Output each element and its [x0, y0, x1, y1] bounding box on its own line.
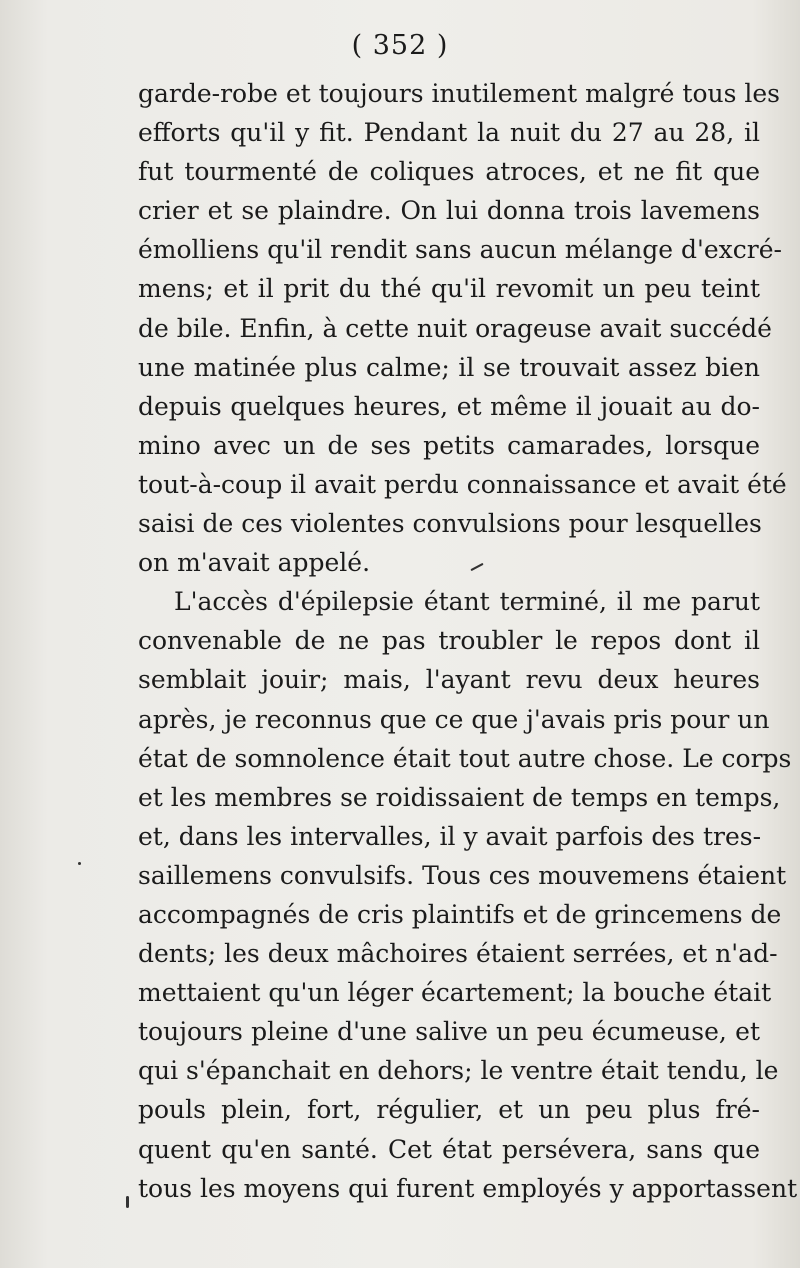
text-line: mens; et il prit du thé qu'il revomit un peu teint	[138, 274, 760, 304]
page-number: ( 352 )	[351, 30, 449, 61]
ink-speck	[78, 862, 81, 865]
text-line: accompagnés de cris plaintifs et de grincemens de	[138, 899, 782, 929]
text-line: saisi de ces violentes convulsions pour lesquelles	[138, 509, 762, 539]
text-line: tous les moyens qui furent employés y apportassent	[138, 1173, 798, 1203]
text-line: mettaient qu'un léger écartement; la bouche était	[138, 978, 772, 1008]
text-line: état de somnolence était tout autre chose. Le corps	[138, 743, 792, 773]
text-line: quent qu'en santé. Cet état persévera, sans que	[138, 1134, 760, 1164]
text-line: et, dans les intervalles, il y avait parfois des tres-	[138, 821, 762, 851]
text-line: toujours pleine d'une salive un peu écumeuse, et	[138, 1017, 760, 1047]
text-line: efforts qu'il y fit. Pendant la nuit du 27 au 28, il	[138, 118, 760, 148]
text-line: et les membres se roidissaient de temps en temps,	[138, 782, 781, 812]
body-text	[138, 74, 798, 1208]
text-line: garde-robe et toujours inutilement malgré tous les	[138, 79, 780, 108]
text-line: convenable de ne pas troubler le repos dont il	[138, 626, 760, 656]
text-line: de bile. Enfin, à cette nuit orageuse avait succédé	[138, 313, 772, 343]
text-line: dents; les deux mâchoires étaient serrées, et n'ad-	[138, 939, 778, 969]
text-line: une matinée plus calme; il se trouvait assez bien	[138, 352, 760, 382]
text-line: depuis quelques heures, et même il jouait au do-	[138, 391, 760, 421]
text-line: mino avec un de ses petits camarades, lorsque	[138, 430, 760, 460]
ink-speck	[126, 1196, 129, 1208]
text-line: semblait jouir; mais, l'ayant revu deux heures	[138, 665, 760, 695]
text-line: fut tourmenté de coliques atroces, et ne fit que	[138, 157, 760, 187]
text-line: émolliens qu'il rendit sans aucun mélange d'excré-	[138, 235, 782, 265]
paragraph-start-line: L'accès d'épilepsie étant terminé, il me parut	[174, 587, 760, 617]
text-line: pouls plein, fort, régulier, et un peu plus fré-	[138, 1095, 760, 1125]
text-line: après, je reconnus que ce que j'avais pris pour un	[138, 704, 770, 734]
text-line: tout-à-coup il avait perdu connaissance et avait été	[138, 469, 787, 499]
text-line: qui s'épanchait en dehors; le ventre était tendu, le	[138, 1056, 779, 1086]
text-line: crier et se plaindre. On lui donna trois lavemens	[138, 196, 760, 226]
paragraph-end-line: on m'avait appelé.	[138, 548, 371, 578]
text-line: saillemens convulsifs. Tous ces mouvemens étaient	[138, 860, 787, 890]
